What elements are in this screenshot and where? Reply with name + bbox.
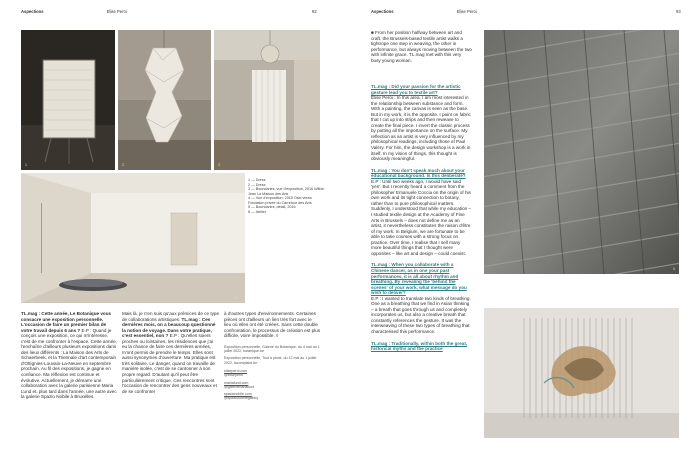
- photo-6-hanging-weaving: [484, 308, 679, 438]
- photo-captions: [248, 178, 328, 214]
- photo-2-pleated-sculpture: [118, 30, 211, 170]
- answer-r3: E.P : I wanted to translate two kinds of breathing. One as a breathing that we find in Asian thinking – a breath that goes through us and completely incorporates us, but also a creative breath that constantly references the gesture. It was the interweaving of these two types of breathing that characterised this performance.: [371, 295, 471, 334]
- caption-1: 1 — Dress: [248, 178, 266, 182]
- intro-text: ■ From her position halfway between art and craft, the Brussels-based textile artist walks a tightrope one step in weaving, the other in performance, but always moving between the two with infinite grace. TL.mag met with this very busy young woman.: [371, 30, 472, 63]
- photo-number: 4: [235, 296, 237, 300]
- caption-4b: Fondation privée du Carrefour des Arts: [248, 200, 312, 205]
- question-r4: TL.mag : Traditionally, within both the great, historical myths and the practice: [371, 340, 468, 352]
- question-r1: TL.mag : Did your passion for the artistic gesture lead you to textile art?: [371, 84, 461, 95]
- question-r3: TL.mag : When you collaborate with a Chinese dancer, as in one your past performances, it is all about rhythm and breathing. By revealing the 'behind the scenes' of your work, what message do you wish to deliver?: [371, 262, 467, 296]
- answer-1: E.P : Quand je conçois une exposition, ce qui m'intéresse, c'est de me confronter à l'espace. Cette année, l'enchaîne d'ailleurs plusieurs expositions dans des lieux différents : La Maison des Arts de Schaerbeek, et la Triennale d'art contemporain d'Ottignies-Louvain-La-Neuve en septembre prochain. Au fil des expositions, je gagne en confiance. Ma réflexion est continue et évolutive. Actuellement, je démarre une collaboration avec la galerie parisienne Maria Lund et, plus tard dans l'année, une autre avec la galerie Spazio Nobile à Bruxelles.: [21, 327, 117, 400]
- link-instagram[interactable]: @eliseperoi: [224, 373, 244, 378]
- right-column: [371, 84, 472, 352]
- right-header: [371, 9, 477, 14]
- answer-r2: E.P : Until two weeks ago, I would have said 'yes'. But I recently heard a comment from the philosopher Emanuele Coccia on the origin of his own work and its tight connection to botany, rather than to pure philosophical matters. Suddenly, I understood that while my education – I studied textile design at the Academy of Fine Arts in Brussels – does not define me as an artist, it nevertheless constitutes the raison d'être of my work. In Belgium, we are fortunate to be able to take courses with a strong focus on practice. Over time, I realise that I sell many more beautiful things that I thought were opposites – like art and design – could coexist.: [371, 178, 472, 256]
- photo-number: 6: [673, 431, 675, 435]
- left-column-3: [224, 311, 320, 401]
- question-1: TL.mag : Cette année, Le Botanique vous consacre une exposition personnelle. L'occasion de faire un premier bilan de votre travail depuis 6 ans ?: [21, 311, 112, 333]
- left-section: Aspections: [21, 9, 44, 14]
- answer-r1: Elise Peroi : In this area, I am most interested in the relationship between substance and form. With a painting, the canvas is seen as the base. But in my work, it is the opposite. I paint on fabric that I cut up into strips and then reweave to create the final piece. I invert the classic process by putting all the importance on the surface. My reflection as an artist is very influenced by my philosophical readings, including those of Paul Valéry. For him, the design workshop is a work in itself. In my vision of things, this thought is obviously meaningful.: [371, 95, 471, 162]
- link-spazio-website[interactable]: spazionobile.com: [224, 392, 252, 397]
- answer-1-end: Mais là, je n'en suis qu'aux prémices de ce type de collaborations artistiques.: [122, 311, 219, 322]
- photo-4-white-room: [21, 173, 245, 303]
- caption-3: 3 — Boundaries, vue d'exposition, 2016 Within: [248, 187, 325, 191]
- caption-2: 2 — Dress: [248, 182, 266, 187]
- left-column-1: [21, 311, 118, 400]
- left-header: [21, 9, 127, 14]
- caption-6: 6 — Atelier: [248, 209, 267, 214]
- exhibition-info-1: Exposition personnelle, Galerie du Botanique, du 4 mai au 1 juillet 2022, botanique.be: [224, 344, 320, 354]
- question-r2: TL.mag : You don't speak much about your educational background. Is this deliberate?: [371, 167, 466, 179]
- exhibition-info-2: Exposition personnelle, Tout à plonk, du 12 mai au 1 juillet 2022, lacomplaint.be: [224, 356, 317, 365]
- answer-2-end: à d'autres types d'environnements. Certaines pièces ont d'ailleurs un lien très fort avec le lieu où elles ont été créées. Sans cette double confrontation, le processus de création est plus difficile, voire impossible. ◊: [224, 311, 321, 339]
- photo-number: 2: [122, 163, 124, 167]
- left-column-2: [122, 311, 219, 394]
- caption-5: 5 — Boundaries, détail, 2016: [248, 205, 296, 209]
- photo-number: 5: [673, 267, 675, 271]
- question-2: TL.mag : Ces dernières mois, on a beaucoup questionné la notion de voyage. Dans votre pratique, c'est essentiel, non ?: [122, 316, 216, 339]
- photo-5-woven-texture: [484, 30, 679, 274]
- caption-3b: Jean La Maison des Arts: [248, 191, 289, 196]
- right-page-number: 93: [676, 9, 681, 14]
- right-section: Aspections: [371, 9, 394, 14]
- photo-number: 3: [218, 163, 220, 167]
- photo-number: 1: [25, 163, 27, 167]
- link-spazio-instagram[interactable]: @spazionobilegallery: [224, 396, 259, 401]
- right-intro: [371, 30, 472, 63]
- right-title: Elise Peroi: [456, 9, 477, 14]
- left-page-number: 92: [312, 9, 317, 14]
- link-gallery-instagram[interactable]: @galeriemarialund: [224, 384, 255, 389]
- answer-2: E.P : Qu'elles soient proches ou lointaines, les résidences que j'ai eu la chance de faire ces dernières années, m'ont permis de prendre le temps. Elles sont aussi synonymes d'ouverture. Ma pratique est très solitaire. Le danger, quand on travaille de manière isolée, c'est de se cantonner à son propre regard. D'autant qu'il peut être particulièrement critique. Ces rencontres sont l'occasion de rencontrer des gens nouveaux et de se confronter: [122, 333, 217, 394]
- caption-4: 4 — Vue d'exposition, 2015 Oslo views: [248, 196, 312, 200]
- photo-3-gallery-room: [214, 30, 320, 170]
- left-title: Elise Peroi: [106, 9, 127, 14]
- photo-1-sculpture: [21, 30, 115, 170]
- link-website[interactable]: eliseperoi.com: [224, 368, 248, 373]
- link-gallery-website[interactable]: mariialund.com: [224, 380, 249, 385]
